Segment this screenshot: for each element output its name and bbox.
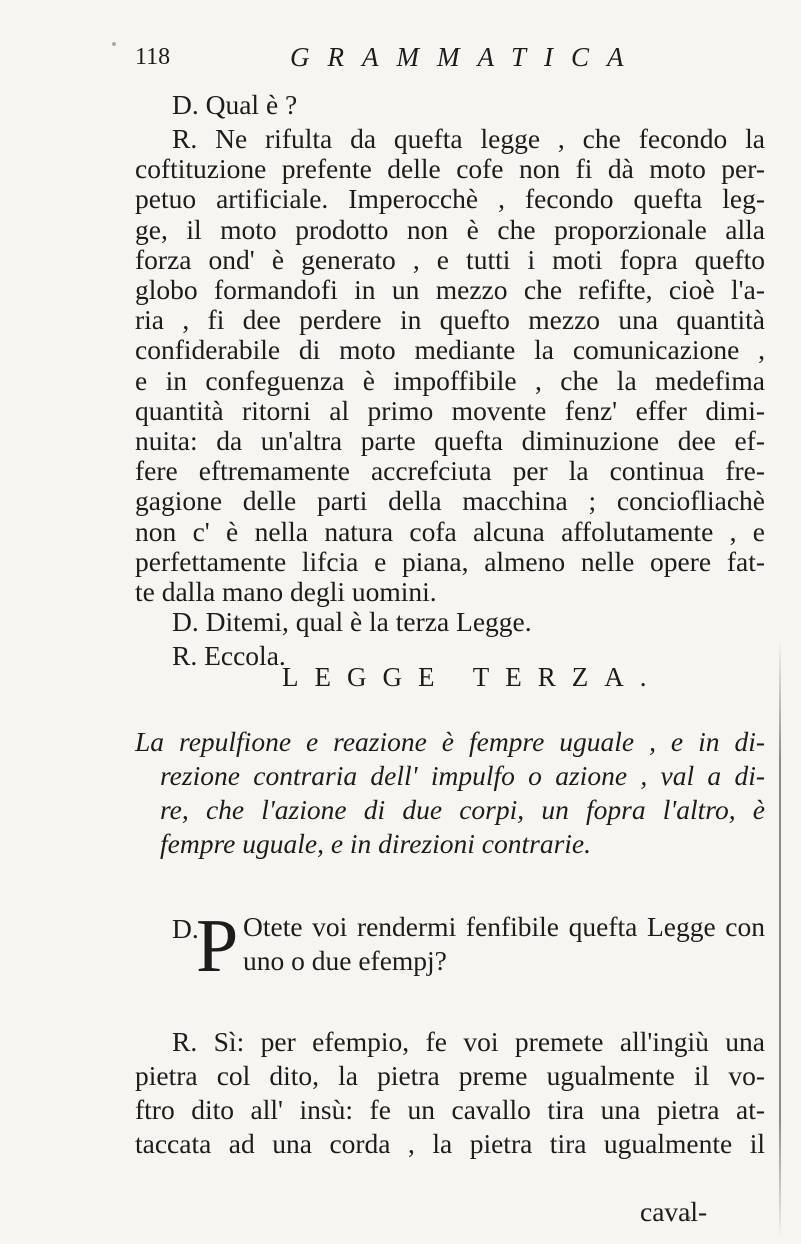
text-line: fempre uguale, e in direzioni contrarie. <box>160 828 592 859</box>
page-edge-shadow <box>779 640 781 1240</box>
text-line: re, che l'azione di due corpi, un fopra l'altro, è <box>160 794 765 825</box>
section-heading: LEGGE TERZA. <box>282 662 663 692</box>
text-line: e in confeguenza è impoffibile , che la medefima <box>135 364 765 396</box>
drop-cap-letter: P <box>196 904 239 988</box>
text-line: gagione delle parti della macchina ; conciofliachè <box>135 485 765 517</box>
text-line: rezione contraria dell' impulfo o azione , val a di- <box>160 760 765 791</box>
text-line: petuo artificiale. Imperocchè , fecondo quefta leg- <box>135 183 765 215</box>
text-line: ftro dito all' insù: fe un cavallo tira una pietra at- <box>135 1094 765 1125</box>
text-line: ria , fi dee perdere in quefto mezzo una quantità <box>135 304 765 336</box>
question-line: uno o due efempj? <box>243 945 447 976</box>
text-line: R. Ne rifulta da quefta legge , che fecondo la <box>172 123 765 154</box>
question-line: D. Ditemi, qual è la terza Legge. <box>172 606 532 637</box>
running-head <box>135 42 765 78</box>
text-line: non c' è nella natura cofa alcuna affolutamente , e <box>135 515 765 547</box>
catchword: caval- <box>640 1196 708 1227</box>
text-line: coftituzione prefente delle cofe non fi dà moto per- <box>135 153 765 185</box>
page-number: 118 <box>135 44 171 70</box>
text-line: confiderabile di moto mediante la comunicazione , <box>135 334 765 366</box>
text-line: nuita: da un'altra parte quefta diminuzione dee ef- <box>135 425 765 456</box>
question-line: Otete voi rendermi fenfibile quefta Legge con <box>243 911 765 942</box>
running-title: GRAMMATICA <box>290 42 642 72</box>
text-line: te dalla mano degli uomini. <box>135 576 437 607</box>
text-line: fere eftremamente accrefciuta per la continua fre- <box>135 455 765 487</box>
ink-speck <box>112 42 116 46</box>
text-line: R. Sì: per efempio, fe voi premete all'ingiù una <box>172 1026 765 1057</box>
text-line: ge, il moto prodotto non è che proporzionale alla <box>135 213 765 245</box>
text-line: pietra col dito, la pietra preme ugualmente il vo- <box>135 1060 765 1091</box>
text-line: perfettamente lifcia e piana, almeno nelle opere fat- <box>135 545 765 577</box>
text-line: quantità ritorni al primo movente fenz' effer dimi- <box>135 394 765 426</box>
text-line: globo formandofi in un mezzo che refifte, cioè l'a- <box>135 274 765 305</box>
answer-line: R. Eccola. <box>172 640 286 671</box>
text-line: La repulfione e reazione è fempre uguale , e in di- <box>135 726 765 757</box>
text-line: taccata ad una corda , la pietra tira ugualmente il <box>135 1128 765 1159</box>
question-line: D. Qual è ? <box>172 89 298 120</box>
drop-prefix: D. <box>172 913 199 944</box>
text-line: forza ond' è generato , e tutti i moti fopra quefto <box>135 243 765 275</box>
